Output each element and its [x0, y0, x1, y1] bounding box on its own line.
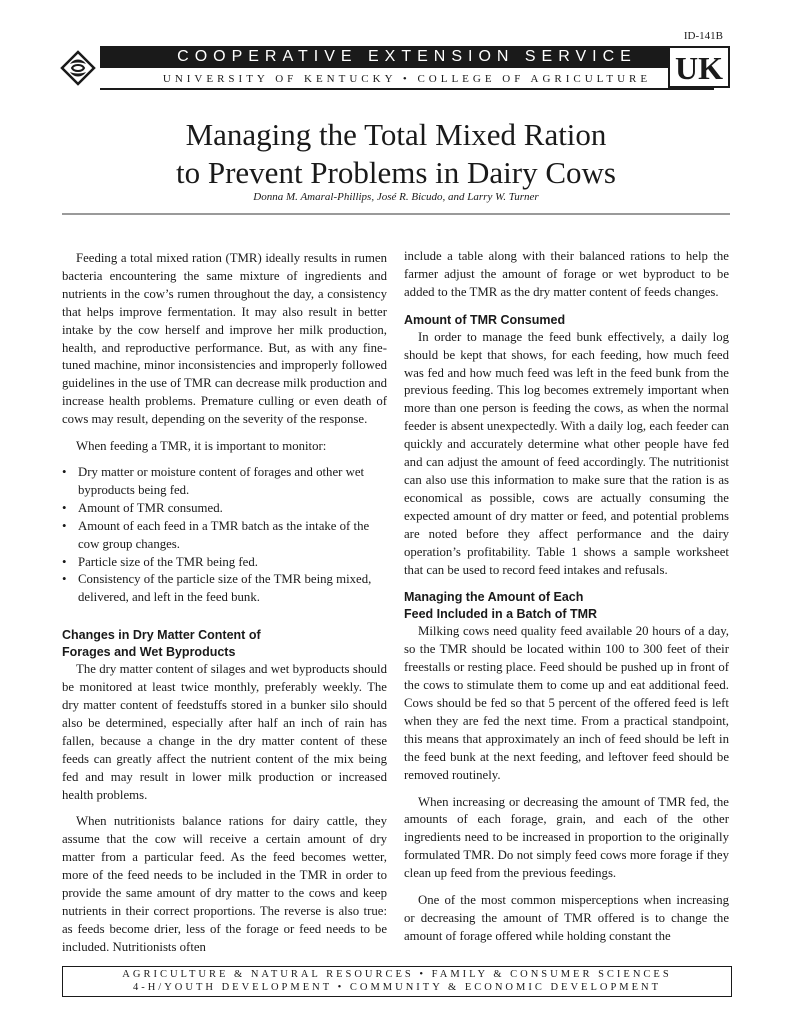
authors: Donna M. Amaral-Phillips, José R. Bicudo, and Larry W. Turner [253, 191, 539, 203]
monitor-list [62, 464, 387, 607]
paragraph: When nutritionists balance rations for dairy cattle, they assume that the cow will receive a certain amount of dry matter from a particular feed. As the feed becomes wetter, more of the feed needs to be included in the TMR in order to provide the same amount of dry matter to the cows and keep nutrients in their correct proportions. The reverse is also true: as feeds become drier, less of the forage or feed needs to be included. Nutritionists often [62, 814, 387, 954]
svg-text:UK: UK [675, 50, 723, 86]
extension-logo-icon [60, 50, 96, 86]
list-item: • Particle size of the TMR being fed. [62, 554, 387, 572]
page-title: Managing the Total Mixed Ration to Prevent Problems in Dairy Cows [176, 117, 616, 190]
section-heading: Managing the Amount of Each Feed Included in a Batch of TMR [404, 590, 598, 622]
section-heading: Amount of TMR Consumed [404, 312, 566, 327]
paragraph: When feeding a TMR, it is important to monitor: [76, 439, 327, 454]
uk-logo-icon [668, 46, 730, 88]
paragraph: One of the most common misperceptions when increasing or decreasing the amount of TMR offered is to change the amount of forage offered while holding constant the [404, 893, 729, 943]
list-item: • Amount of TMR consumed. [62, 500, 387, 518]
paragraph: When increasing or decreasing the amount of TMR fed, the amounts of each forage, grain, and each of the other ingredients need to be increased in proportion to the originally formulated TMR. Do not simply feed cows more forage if they clean up feed from the previous feedings. [404, 794, 729, 881]
paragraph: include a table along with their balanced rations to help the farmer adjust the amount of forage or wet byproduct to be added to the TMR as the dry matter content of feeds changes. [404, 249, 729, 299]
section-heading: Changes in Dry Matter Content of Forages and Wet Byproducts [62, 628, 261, 660]
paragraph: Milking cows need quality feed available 20 hours of a day, so the TMR should be located within 100 to 300 feet of their freestalls or resting place. Feed should be pushed up in front of the cows to stimulate them to come up and eat additional feed. Cows should be fed so that 5 percent of the offered feed is left when they are fed the next time. From a practical standpoint, this means that approximately an inch of feed should be left in the feed bunk at the next feeding, and leftover feed should be removed routinely. [404, 624, 729, 782]
divider [62, 213, 730, 215]
masthead [60, 44, 730, 90]
paragraph: In order to manage the feed bunk effectively, a daily log should be kept that shows, for each feeding, how much feed was fed and how much feed was left in the feed bunk from the previous feeding. This log becomes extremely important when more than one person is feeding the cows, as when the normal feeder is absent unexpectedly. With a daily log, each feeder can quickly and accurately determine what other people have fed and can adjust the amount of feed accordingly. The nutritionist can also use this information to make sure that the ration is as economical as possible, cows are actually consuming the expected amount of dry matter or feed, and potential problems are noted before they affect performance and the dairy operation’s profitability. Table 1 shows a sample worksheet that can be used to record feed intakes and refusals. [404, 329, 729, 577]
masthead-title: COOPERATIVE EXTENSION SERVICE [100, 46, 714, 68]
paragraph: The dry matter content of silages and wet byproducts should be monitored at least twice monthly, preferably weekly. The dry matter content of feedstuffs stored in a bunker silo should also be determined, especially after half an inch of rain has fallen, because a change in the dry matter content of these feeds can greatly affect the nutrient content of the mix being fed and may result in lower milk production or increased health problems. [62, 662, 387, 802]
publication-id: ID-141B [683, 30, 723, 42]
list-item: • Consistency of the particle size of the TMR being mixed, delivered, and left in the feed bunk. [62, 571, 387, 607]
paragraph: Feeding a total mixed ration (TMR) ideally results in rumen bacteria encountering the same mixture of ingredients and nutrients in the cow’s rumen throughout the day, a consistency that helps improve fermentation. It may also result in better intake by the cow herself and improve her milk production, health, and reproductive performance. But, as with any fine-tuned machine, minor inconsistencies and improperly followed guidelines in the use of TMR can decrease milk production and increase health problems. Premature culling or even death of cows may result, depending on the severity of the response. [62, 251, 387, 427]
footer: AGRICULTURE & NATURAL RESOURCES • FAMILY & CONSUMER SCIENCES 4-H/YOUTH DEVELOPMENT • COMMUNITY & ECONOMIC DEVELOPMENT [62, 966, 732, 997]
list-item: • Dry matter or moisture content of forages and other wet byproducts being fed. [62, 464, 387, 500]
left-column [62, 250, 387, 957]
list-item: • Amount of each feed in a TMR batch as the intake of the cow group changes. [62, 518, 387, 554]
right-column [404, 248, 729, 946]
masthead-subtitle: UNIVERSITY OF KENTUCKY • COLLEGE OF AGRICULTURE [100, 70, 714, 90]
